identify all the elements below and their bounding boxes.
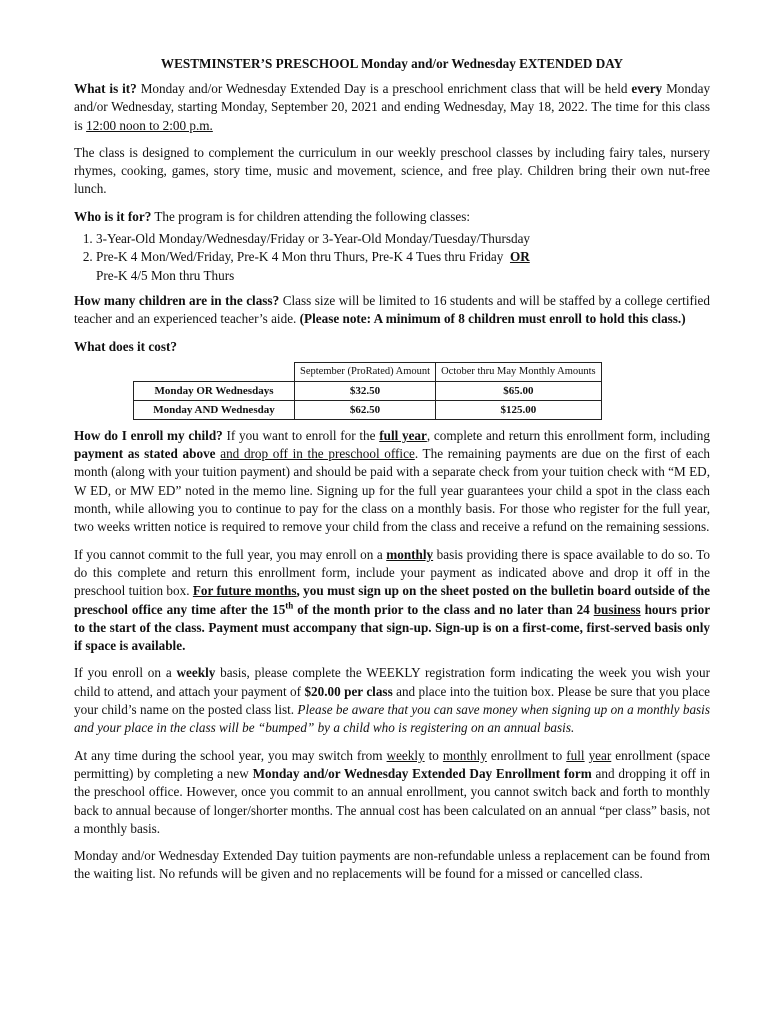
table-row: Monday OR Wednesdays $32.50 $65.00 bbox=[134, 381, 602, 400]
table-row: Monday AND Wednesday $62.50 $125.00 bbox=[134, 400, 602, 419]
cost-table bbox=[133, 362, 602, 420]
who-is-it-for-paragraph: Who is it for? The program is for children attending the following classes: bbox=[74, 208, 471, 224]
weekly-paragraph: If you enroll on a weekly basis, please complete the WEEKLY registration form indicating the week you wish your child to attend, and attach your payment of $20.00 per class and place into the tuition box. Please be sure that you place your child’s name on the posted class list. Please be aware that you can save money when signing up on a monthly basis and your place in the class will be “bumped” by a child who is registering on an annual basis. bbox=[74, 665, 711, 736]
column-header: September (ProRated) Amount bbox=[295, 362, 436, 381]
what-is-it-paragraph: What is it? Monday and/or Wednesday Extended Day is a preschool enrichment class that will be held every Monday and/or Wednesday, starting Monday, September 20, 2021 and ending Wednesday, May 18, 2022. The time for this class is 12:00 noon to 2:00 p.m. bbox=[74, 81, 711, 133]
cost-heading: What does it cost? bbox=[74, 338, 177, 354]
class-time: 12:00 noon to 2:00 p.m. bbox=[86, 117, 213, 133]
eligible-classes-list bbox=[74, 230, 710, 285]
enroll-paragraph: How do I enroll my child? If you want to enroll for the full year, complete and return this enrollment form, including payment as stated above and drop off in the preschool office. The remaining payments are due on the first of each month (along with your tuition payment) and should be paid with a separate check from your tuition check with “M ED, W ED, or MW ED” noted in the memo line. Signing up for the full year guarantees your child a spot in the class each month, while allowing you to continue to pay for the class on a monthly basis. For those who register for the full year, two weeks written notice is required to remove your child from the class and receive a refund on the remaining sessions. bbox=[74, 427, 711, 535]
class-size-paragraph: How many children are in the class? Class size will be limited to 16 students and will be staffed by a college certified teacher and an experienced teacher’s aide. (Please note: A minimum of 8 children must enroll to hold this class.) bbox=[74, 292, 711, 327]
table-header-row bbox=[134, 362, 602, 381]
column-header: October thru May Monthly Amounts bbox=[436, 362, 602, 381]
page-title: WESTMINSTER’S PRESCHOOL Monday and/or Wednesday EXTENDED DAY bbox=[160, 56, 624, 71]
refund-paragraph: Monday and/or Wednesday Extended Day tuition payments are non-refundable unless a replacement can be found from the waiting list. No refunds will be given and no replacements will be found for a missed or cancelled class. bbox=[74, 848, 710, 882]
list-item: 2. Pre-K 4 Mon/Wed/Friday, Pre-K 4 Mon thru Thurs, Pre-K 4 Tues thru Friday OR Pre-K 4/5 Mon thru Thurs bbox=[96, 248, 710, 285]
switch-paragraph: At any time during the school year, you may switch from weekly to monthly enrollment to full year enrollment (space permitting) by completing a new Monday and/or Wednesday Extended Day Enrollment form and dropping it off in the preschool office. However, once you commit to an annual enrollment, you cannot switch back and forth to monthly back to annual because of longer/shorter months. The annual cost has been calculated on an annual “per class” basis, not a monthly basis. bbox=[74, 747, 711, 836]
curriculum-paragraph: The class is designed to complement the curriculum in our weekly preschool classes by including fairy tales, nursery rhymes, cooking, games, story time, music and movement, science, and free play. Children bring their own nut-free lunch. bbox=[74, 144, 710, 197]
what-is-it-question: What is it? bbox=[74, 81, 137, 96]
monthly-paragraph: If you cannot commit to the full year, you may enroll on a monthly basis providing there is space available to do so. To do this complete and return this enrollment form, include your payment as indicated above and drop it off in the preschool tuition box. For future months, you must sign up on the sheet posted on the bulletin board outside of the preschool office any time after the 15th of the month prior to the class and no later than 24 business hours prior to the start of the class. Payment must accompany that sign-up. Sign-up is on a first-come, first-served basis only if space is available. bbox=[74, 546, 711, 654]
list-item: 1. 3-Year-Old Monday/Wednesday/Friday or 3-Year-Old Monday/Tuesday/Thursday bbox=[96, 230, 710, 248]
